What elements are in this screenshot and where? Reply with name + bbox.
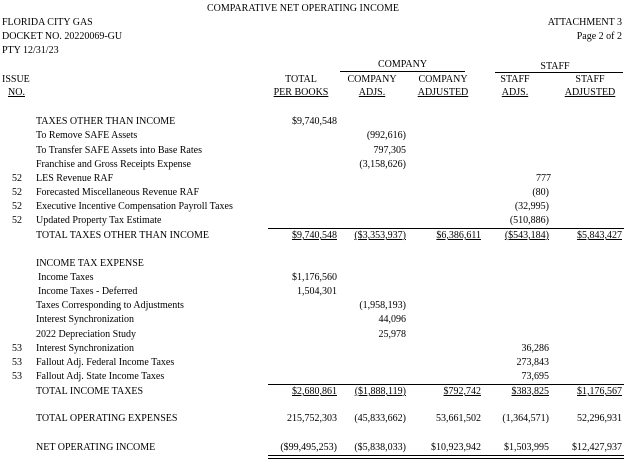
docket-number: DOCKET NO. 20220069-GU <box>2 31 123 42</box>
row-label: Executive Incentive Compensation Payroll Taxes <box>36 201 233 212</box>
row-staff-adj: 777 <box>536 173 551 184</box>
issue-header-line1: ISSUE <box>2 74 30 85</box>
row-staff-adj: (80) <box>532 187 549 198</box>
company-adjs-header-line1: COMPANY <box>347 74 397 85</box>
group-company-header: COMPANY <box>377 59 428 70</box>
row-total: $9,740,548 <box>292 116 337 127</box>
row-issue: 52 <box>12 187 22 198</box>
row-staff-adj: (32,995) <box>514 201 549 212</box>
row-label: Franchise and Gross Receipts Expense <box>36 159 191 170</box>
row-label: TAXES OTHER THAN INCOME <box>36 116 176 127</box>
staff-adjs-header-line2: ADJS. <box>501 87 529 98</box>
row-company-adj: 25,978 <box>378 329 406 340</box>
row-label: Fallout Adj. Federal Income Taxes <box>36 357 175 368</box>
row-company-adj: ($5,838,033) <box>354 442 406 453</box>
row-staff-adj: $383,825 <box>511 386 549 397</box>
row-label: TOTAL INCOME TAXES <box>36 386 144 397</box>
row-total: 1,504,301 <box>297 286 337 297</box>
group-staff-header: STAFF <box>540 61 570 72</box>
row-label: Forecasted Miscellaneous Revenue RAF <box>36 187 200 198</box>
row-company-adj: (3,158,626) <box>359 159 406 170</box>
row-label: TOTAL OPERATING EXPENSES <box>36 413 178 424</box>
row-issue: 53 <box>12 357 22 368</box>
staff-adjusted-header-line2: ADJUSTED <box>564 87 616 98</box>
row-label: 2022 Depreciation Study <box>36 329 136 340</box>
row-label: Fallout Adj. State Income Taxes <box>36 371 165 382</box>
row-staff-adj: 73,695 <box>521 371 549 382</box>
row-total: $1,176,560 <box>292 272 337 283</box>
row-staff-adj: (510,886) <box>509 215 549 226</box>
row-issue: 53 <box>12 371 22 382</box>
row-label: To Transfer SAFE Assets into Base Rates <box>36 145 202 156</box>
row-staff-adjusted: 52,296,931 <box>577 413 622 424</box>
row-company-adj: (992,616) <box>366 130 406 141</box>
row-company-adjusted: $6,386,611 <box>436 230 481 241</box>
row-company-adj: (1,958,193) <box>359 300 406 311</box>
row-company-adjusted: $10,923,942 <box>431 442 481 453</box>
row-staff-adjusted: $12,427,937 <box>572 442 622 453</box>
row-label: TOTAL TAXES OTHER THAN INCOME <box>36 230 210 241</box>
row-label: Income Taxes <box>38 272 94 283</box>
staff-adjs-header-line1: STAFF <box>500 74 530 85</box>
row-label: NET OPERATING INCOME <box>36 442 156 453</box>
row-issue: 53 <box>12 343 22 354</box>
row-issue: 52 <box>12 173 22 184</box>
row-staff-adjusted: $5,843,427 <box>577 230 622 241</box>
staff-adjusted-header-line1: STAFF <box>575 74 605 85</box>
subtotal-rule <box>268 228 624 229</box>
row-staff-adj: ($543,184) <box>504 230 549 241</box>
row-label: Income Taxes - Deferred <box>38 286 138 297</box>
row-staff-adj: $1,503,995 <box>504 442 549 453</box>
row-total: $2,680,861 <box>292 386 337 397</box>
row-company-adj: ($1,888,119) <box>354 386 406 397</box>
attachment-label: ATTACHMENT 3 <box>547 17 622 28</box>
row-label: Interest Synchronization <box>36 314 135 325</box>
row-label: Updated Property Tax Estimate <box>36 215 162 226</box>
row-company-adjusted: $792,742 <box>443 386 481 397</box>
company-adjusted-header-line2: ADJUSTED <box>417 87 469 98</box>
company-adjusted-header-line1: COMPANY <box>418 74 468 85</box>
row-total: ($99,495,253) <box>280 442 337 453</box>
row-company-adj: ($3,353,937) <box>354 230 406 241</box>
total-header-line1: TOTAL <box>285 74 317 85</box>
page-number: Page 2 of 2 <box>576 31 622 42</box>
row-label: Interest Synchronization <box>36 343 135 354</box>
row-company-adj: 797,305 <box>373 145 406 156</box>
row-label: LES Revenue RAF <box>36 173 114 184</box>
total-header-line2: PER BOOKS <box>273 87 329 98</box>
row-total: 215,752,303 <box>287 413 337 424</box>
row-company-adj: (45,833,662) <box>354 413 406 424</box>
row-issue: 52 <box>12 201 22 212</box>
row-staff-adj: 273,843 <box>516 357 549 368</box>
row-company-adjusted: 53,661,502 <box>436 413 481 424</box>
row-total: $9,740,548 <box>292 230 337 241</box>
issue-header-line2: NO. <box>8 87 25 98</box>
grand-total-double-rule <box>268 455 624 459</box>
row-label: INCOME TAX EXPENSE <box>36 258 144 269</box>
company-name: FLORIDA CITY GAS <box>2 17 93 28</box>
row-staff-adj: 36,286 <box>521 343 549 354</box>
row-staff-adj: (1,364,571) <box>502 413 549 424</box>
row-issue: 52 <box>12 215 22 226</box>
subtotal-rule <box>268 384 624 385</box>
test-period: PTY 12/31/23 <box>2 45 59 56</box>
row-label: To Remove SAFE Assets <box>36 130 138 141</box>
row-staff-adjusted: $1,176,567 <box>577 386 622 397</box>
row-company-adj: 44,096 <box>378 314 406 325</box>
group-company-underline <box>340 71 465 72</box>
group-staff-underline <box>495 72 623 73</box>
report-title: COMPARATIVE NET OPERATING INCOME <box>207 3 399 14</box>
company-adjs-header-line2: ADJS. <box>358 87 386 98</box>
row-label: Taxes Corresponding to Adjustments <box>36 300 184 311</box>
